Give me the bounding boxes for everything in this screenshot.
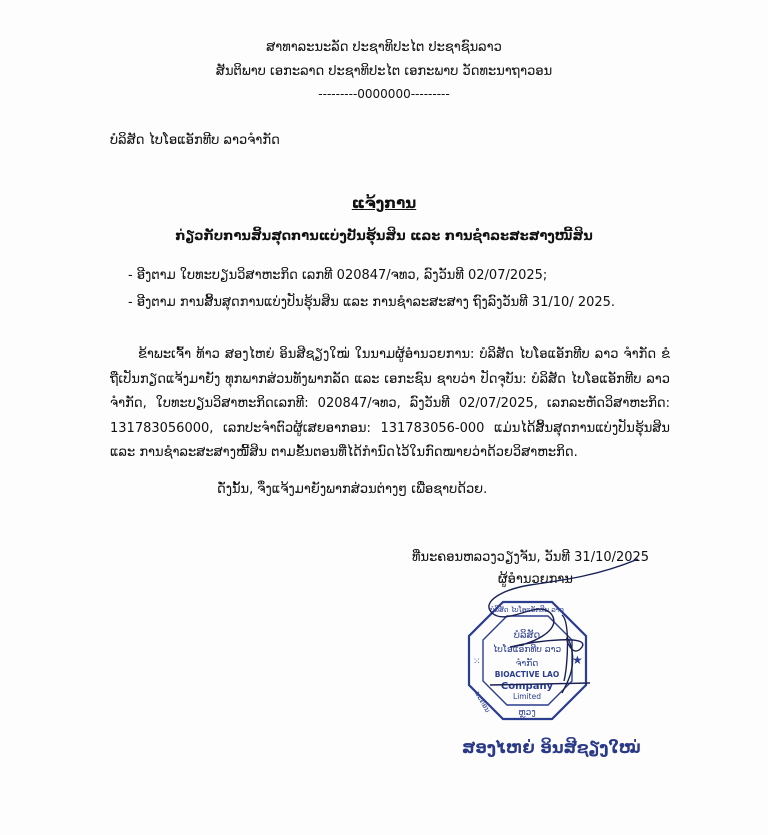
stamp-center-en-3: Limited (513, 692, 541, 701)
national-motto: ສັນຕິພາບ ເອກະລາດ ປະຊາທິປະໄຕ ເອກະພາບ ວັດທະນາຖາວອນ (215, 64, 553, 79)
signer-role: ຜູ້ອຳນວຍການ (498, 572, 573, 587)
company-name: ບໍລິສັດ ໄບໂອແອັກທີບ ລາວຈຳກັດ (110, 133, 280, 148)
closing-sentence: ດັ່ງນັ້ນ, ຈຶ່ງແຈ້ງມາຍັງພາກສ່ວນຕ່າງໆ ເພື່ອຊາບດ້ວຍ. (217, 482, 488, 497)
stamp-center-en-1: BIOACTIVE LAO (494, 670, 560, 679)
national-header-line1: ສາທາລະນະລັດ ປະຊາທິປະໄຕ ປະຊາຊົນລາວ (266, 40, 502, 55)
stamp-ring-top: ບໍລິສັດ ໄບໂອແອັກທີບ ລາວ (490, 606, 564, 614)
stamp-center-lao-2: ໄບໂອແອັກທີບ ລາວ (492, 645, 562, 655)
stamp-star-icon: ★ (572, 653, 583, 667)
place-and-date: ທີ່ນະຄອນຫລວງວຽງຈັນ, ວັນທີ 31/10/2025 (412, 550, 650, 565)
company-stamp-icon (465, 598, 590, 723)
reference-item-2: - ອີງຕາມ ການສິ້ນສຸດການແບ່ງປັນຮຸ້ນສິນ ແລະ ການຊຳລະສະສາງ ຖົງລົງວັນທີ 31/10/ 2025. (128, 295, 616, 310)
stamp-center-lao-1: ບໍລິສັດ (513, 630, 541, 641)
body-paragraph-text: ຂ້າພະເຈົ້າ ທ້າວ ສອງໄຫຍ່ ອິນສີຊຽງໃໝ່ ໃນນາມຜູ້ອຳນວຍການ: ບໍລິສັດ ໄບໂອແອັກທີບ ລາວ ຈຳກັດ ຂໍຖືເປັນກຽດແຈ້ງມາຍັງ ທຸກພາກສ່ວນທັງພາກລັດ ແລະ ເອກະຊົນ ຊາບວ່າ ປັດຈຸບັນ: ບໍລິສັດ ໄບໂອແອັກທີບ ລາວ ຈຳກັດ, ໃບທະບຽນວິສາຫະກິດເລກທີ: 020847/ຈທວ, ລົງວັນທີ 02/07/2025, ເລກລະຫັດວິສາຫະກິດ: 131783056000, ເລກປະຈຳຕົວຜູ້ເສຍອາກອນ: 131783056-000 ແມ່ນໄດ້ສິ້ນສຸດການແບ່ງປັນຮຸ້ນສິນ ແລະ ການຊຳລະສະສາງໜີ້ສິນ ຕາມຂັ້ນຕອນທີ່ໄດ້ກຳນົດໄວ້ໃນກົດໝາຍວ່າດ້ວຍວິສາຫະກິດ. (110, 347, 670, 460)
document-subject: ກ່ຽວກັບການສິ້ນສຸດການແບ່ງປັນຮຸ້ນສິນ ແລະ ການຊຳລະສະສາງໜີ້ສິນ (175, 229, 593, 244)
document-title: ແຈ້ງການ (351, 194, 417, 212)
stamp-center-en-2: Company (500, 681, 554, 692)
header-separator: ---------0000000--------- (318, 87, 450, 101)
body-paragraph (110, 343, 670, 466)
reference-item-1: - ອີງຕາມ ໃບທະບຽນວິສາຫະກິດ ເລກທີ 020847/ຈທວ, ລົງວັນທີ 02/07/2025; (128, 268, 548, 283)
stamp-ring-left: ນະຄອນ (473, 690, 492, 714)
stamp-dot-icon: ⁙ (473, 657, 481, 667)
signer-name: ສອງໄຫຍ່ ອິນສີຊຽງໃໝ່ (462, 738, 641, 757)
stamp-center-lao-3: ຈຳກັດ (515, 659, 539, 669)
stamp-bottom: ຫຼວງ (518, 708, 536, 718)
